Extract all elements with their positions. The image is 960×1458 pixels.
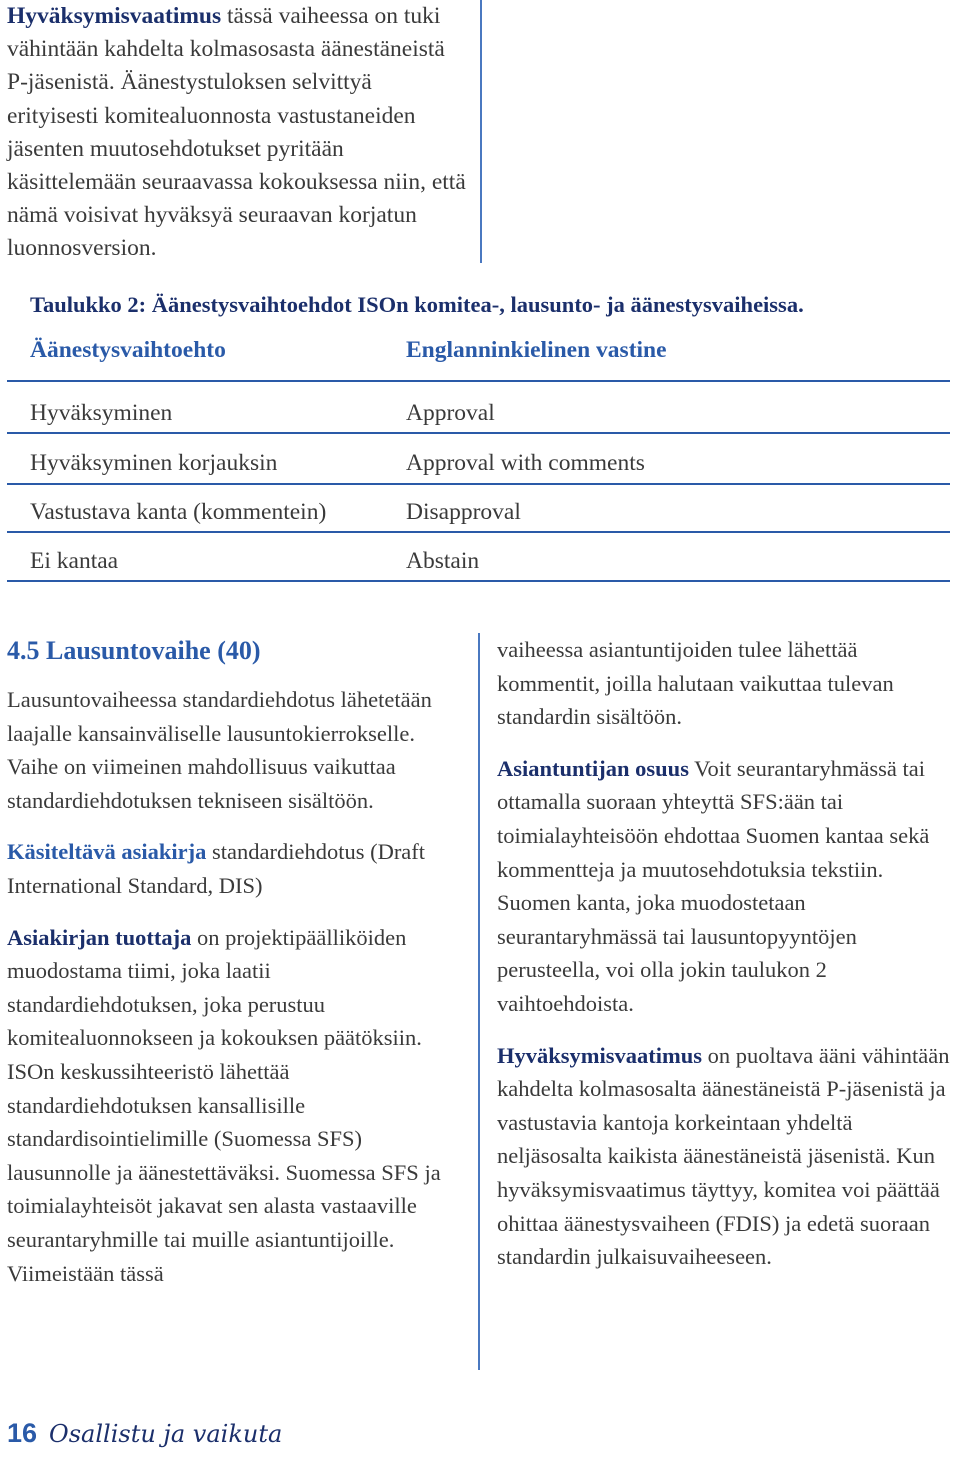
left-paragraph-1: Lausuntovaiheessa standardiehdotus lähetetään laajalle kansainväliselle lausuntokierrokselle. Vaihe on viimeinen mahdollisuus vaikuttaa standardiehdotuksen tekniseen sisältöön. [7, 687, 432, 813]
table-rule [7, 380, 950, 382]
intro-lead: Hyväksymisvaatimus [7, 3, 222, 29]
intro-text: tässä vaiheessa on tuki vähintään kahdelta kolmasosasta äänestäneistä P-jäsenistä. Äänestystuloksen selvittyä erityisesti komitealuonnosta vastustaneiden jäsenten muutosehdotukset pyritään käsittelemään seuraavassa kokouksessa niin, että nämä voisivat hyväksyä seuraavan korjatun luonnosversion. [7, 3, 466, 262]
left-p3-text: on projektipäälliköiden muodostama tiimi, joka laatii standardiehdotuksen, joka perustuu komitealuonnokseen ja kokouksen päätöksiin. ISOn keskussihteeristö lähettää standardiehdotuksen kansallisille standardisointielimille (Suomessa SFS) lausunnolle ja äänestettäväksi. Suomessa SFS ja toimialayhteisöt jakavat sen alasta vastaaville seurantaryhmille tai muille asiantuntijoille. Viimeistään tässä [7, 924, 441, 1286]
right-p3-text: on puoltava ääni vähintään kahdelta kolmasosalta äänestäneistä P-jäsenistä ja vastustavia kantoja korkeintaan yhdeltä neljäsosalta kaikista äänestäneistä jäsenistä. Kun hyväksymisvaatimus täyttyy, komitea voi päättää ohittaa äänestysvaiheen (FDIS) ja edetä suoraan standardin julkaisuvaiheeseen. [497, 1042, 950, 1270]
table-cell-english: Abstain [406, 548, 480, 574]
left-paragraph-2 [7, 835, 457, 902]
section-heading: 4.5 Lausuntovaihe (40) [7, 636, 261, 665]
table-rule [7, 531, 950, 533]
table-header-option: Äänestysvaihtoehto [30, 337, 226, 363]
right-p3-lead: Hyväksymisvaatimus [497, 1042, 703, 1068]
right-paragraph-1: vaiheessa asiantuntijoiden tulee lähettää kommentit, joilla halutaan vaikuttaa tulevan standardin sisältöön. [497, 637, 894, 730]
right-p2-lead: Asiantuntijan osuus [497, 755, 689, 781]
left-p2-text: standardiehdotus (Draft International Standard, DIS) [7, 839, 426, 898]
page-number: 16 [7, 1418, 38, 1448]
publication-title: Osallistu ja vaikuta [49, 1419, 283, 1448]
right-paragraph-3 [497, 1039, 953, 1274]
right-column [497, 633, 953, 1274]
table-rule [7, 483, 950, 485]
table-cell-option: Ei kantaa [30, 548, 119, 574]
page-footer [7, 1418, 282, 1454]
left-paragraph-3 [7, 921, 457, 1291]
table-caption: Taulukko 2: Äänestysvaihtoehdot ISOn komitea-, lausunto- ja äänestysvaiheissa. [30, 292, 804, 317]
column-divider [478, 633, 480, 1370]
table-rule [7, 580, 950, 582]
table-cell-english: Disapproval [406, 499, 521, 525]
left-p3-lead: Asiakirjan tuottaja [7, 924, 192, 950]
left-p2-lead: Käsiteltävä asiakirja [7, 839, 207, 865]
right-p2-text: Voit seurantaryhmässä tai ottamalla suoraan yhteyttä SFS:ään tai toimialayhteisöön ehdottaa Suomen kantaa sekä kommentteja ja muutosehdotuksia tekstiin. Suomen kanta, joka muodostetaan seurantaryhmässä tai lausuntopyyntöjen perusteella, voi olla jokin taulukon 2 vaihtoehdoista. [497, 755, 930, 1016]
table-cell-option: Vastustava kanta (kommentein) [30, 499, 327, 525]
intro-paragraph [7, 0, 469, 266]
table-rule [7, 432, 950, 434]
right-paragraph-2 [497, 752, 953, 1021]
table-row [0, 439, 960, 489]
intro-divider [480, 0, 482, 263]
table-header-english: Englanninkielinen vastine [406, 337, 667, 363]
table-cell-option: Hyväksyminen korjauksin [30, 450, 278, 476]
table-cell-english: Approval with comments [406, 450, 645, 476]
table-cell-option: Hyväksyminen [30, 400, 173, 426]
left-column [7, 633, 457, 1290]
table-cell-english: Approval [406, 400, 495, 426]
